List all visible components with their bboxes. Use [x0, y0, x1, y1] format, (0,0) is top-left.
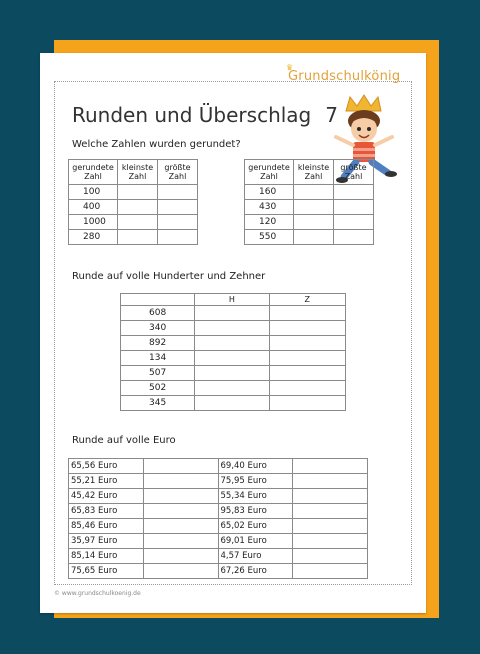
- answer-cell: [195, 306, 269, 321]
- table-row: 608: [121, 306, 346, 321]
- table-row: 65,56 Euro 69,40 Euro: [69, 459, 368, 474]
- table-row: 550: [245, 230, 374, 245]
- table-row: 400: [69, 200, 198, 215]
- section3-label: Runde auf volle Euro: [72, 435, 176, 446]
- answer-cell: [269, 351, 346, 366]
- table-row: 160: [245, 185, 374, 200]
- crown-shape: [346, 95, 381, 111]
- page-title: [72, 103, 338, 127]
- table-row: 85,46 Euro 65,02 Euro: [69, 519, 368, 534]
- answer-cell: [294, 215, 334, 230]
- answer-cell: [293, 504, 368, 519]
- title-text: Runden und Überschlag: [72, 103, 312, 127]
- header-gerundete: gerundete Zahl: [245, 160, 294, 185]
- table-row: 345: [121, 396, 346, 411]
- answer-cell: [143, 564, 218, 579]
- answer-cell: [143, 474, 218, 489]
- answer-cell: [195, 336, 269, 351]
- answer-cell: [118, 215, 158, 230]
- euro-table: [68, 458, 368, 579]
- answer-cell: [158, 230, 198, 245]
- right-arm: [375, 137, 392, 145]
- answer-cell: [195, 321, 269, 336]
- answer-cell: [293, 459, 368, 474]
- table-row: 280: [69, 230, 198, 245]
- answer-cell: [195, 351, 269, 366]
- table-row: 120: [245, 215, 374, 230]
- answer-cell: [293, 534, 368, 549]
- answer-cell: [294, 200, 334, 215]
- answer-cell: [118, 230, 158, 245]
- worksheet-page: [40, 53, 426, 613]
- answer-cell: [143, 489, 218, 504]
- answer-cell: [293, 474, 368, 489]
- answer-cell: [143, 504, 218, 519]
- answer-cell: [158, 215, 198, 230]
- brand-logo: [286, 63, 401, 84]
- header-kleinste: kleinste Zahl: [294, 160, 334, 185]
- answer-cell: [269, 321, 346, 336]
- rounding-table-left: [68, 159, 198, 245]
- table-row: 502: [121, 381, 346, 396]
- shirt-stripe-1: [353, 148, 375, 151]
- header-h: H: [195, 294, 269, 306]
- answer-cell: [118, 185, 158, 200]
- table-row: 55,21 Euro 75,95 Euro: [69, 474, 368, 489]
- answer-cell: [158, 185, 198, 200]
- worksheet-number: 7: [325, 103, 338, 127]
- answer-cell: [143, 459, 218, 474]
- answer-cell: [269, 381, 346, 396]
- answer-cell: [334, 200, 374, 215]
- right-eye: [367, 127, 371, 131]
- left-eye: [357, 127, 361, 131]
- answer-cell: [293, 549, 368, 564]
- header-groesste: größte Zahl: [158, 160, 198, 185]
- table-row: 100: [69, 185, 198, 200]
- answer-cell: [294, 230, 334, 245]
- crown-icon: ♛: [286, 63, 294, 72]
- table-row: 85,14 Euro 4,57 Euro: [69, 549, 368, 564]
- section2-label: Runde auf volle Hunderter und Zehner: [72, 271, 266, 282]
- hundreds-tens-table: [120, 293, 346, 411]
- table-row: 1000: [69, 215, 198, 230]
- answer-cell: [334, 215, 374, 230]
- table-row: 340: [121, 321, 346, 336]
- answer-cell: [269, 396, 346, 411]
- rounding-table-right: [244, 159, 374, 245]
- answer-cell: [294, 185, 334, 200]
- answer-cell: [269, 366, 346, 381]
- shirt-stripe-2: [353, 154, 375, 157]
- brand-name: Grundschulkönig: [288, 69, 401, 84]
- header-gerundete: gerundete Zahl: [69, 160, 118, 185]
- answer-cell: [293, 564, 368, 579]
- table-row: 134: [121, 351, 346, 366]
- answer-cell: [269, 306, 346, 321]
- answer-cell: [158, 200, 198, 215]
- section1-question: Welche Zahlen wurden gerundet?: [72, 139, 241, 150]
- answer-cell: [293, 519, 368, 534]
- answer-cell: [334, 185, 374, 200]
- answer-cell: [143, 519, 218, 534]
- copyright-note: © www.grundschulkoenig.de: [54, 590, 141, 597]
- answer-cell: [195, 381, 269, 396]
- answer-cell: [195, 366, 269, 381]
- right-leg: [372, 162, 388, 173]
- answer-cell: [195, 396, 269, 411]
- header-number: [121, 294, 195, 306]
- answer-cell: [143, 549, 218, 564]
- answer-cell: [293, 489, 368, 504]
- answer-cell: [143, 534, 218, 549]
- table-row: 45,42 Euro 55,34 Euro: [69, 489, 368, 504]
- table-row: 507: [121, 366, 346, 381]
- right-shoe: [385, 171, 397, 177]
- table-row: 75,65 Euro 67,26 Euro: [69, 564, 368, 579]
- header-z: Z: [269, 294, 346, 306]
- table-row: 892: [121, 336, 346, 351]
- answer-cell: [118, 200, 158, 215]
- answer-cell: [269, 336, 346, 351]
- left-arm: [336, 137, 353, 145]
- answer-cell: [334, 230, 374, 245]
- table-row: 430: [245, 200, 374, 215]
- header-kleinste: kleinste Zahl: [118, 160, 158, 185]
- header-groesste: größte Zahl: [334, 160, 374, 185]
- table-row: 65,83 Euro 95,83 Euro: [69, 504, 368, 519]
- table-row: 35,97 Euro 69,01 Euro: [69, 534, 368, 549]
